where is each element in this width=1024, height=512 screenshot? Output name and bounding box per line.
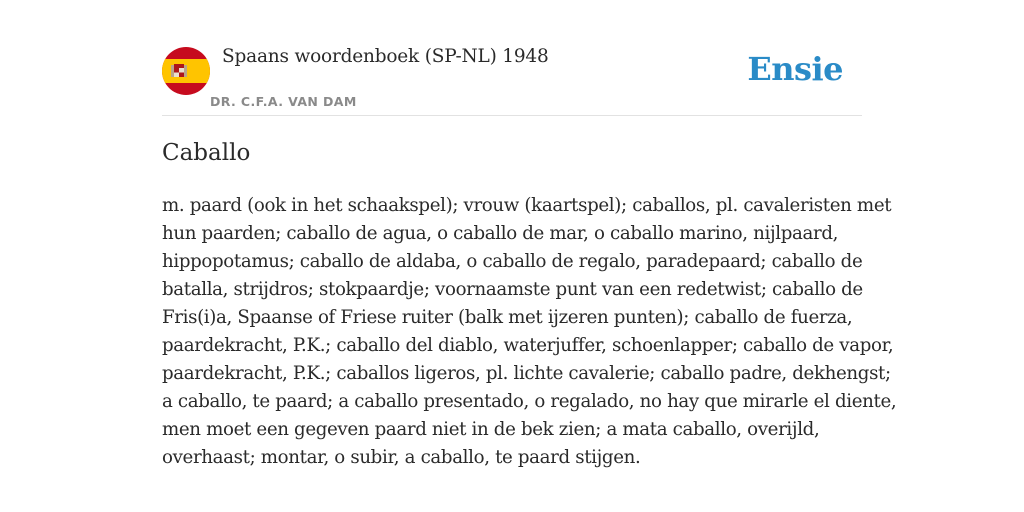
definition-line: batalla, strijdros; stokpaardje; voornaamste punt van een redetwist; caballo de [162, 279, 863, 300]
entry-headword: Caballo [162, 140, 251, 166]
definition-line: hun paarden; caballo de agua, o caballo de mar, o caballo marino, nijlpaard, [162, 223, 839, 244]
author-name: DR. C.F.A. VAN DAM [210, 94, 357, 109]
dictionary-title[interactable]: Spaans woordenboek (SP-NL) 1948 [222, 46, 549, 67]
entry-card [162, 0, 897, 512]
definition-line: paardekracht, P.K.; caballo del diablo, waterjuffer, schoenlapper; caballo de vapor, [162, 335, 894, 356]
definition-line: a caballo, te paard; a caballo presentado, o regalado, no hay que mirarle el diente, [162, 391, 897, 412]
definition-line: overhaast; montar, o subir, a caballo, te paard stijgen. [162, 447, 641, 468]
definition-line: m. paard (ook in het schaakspel); vrouw (kaartspel); caballos, pl. cavaleristen met [162, 195, 892, 216]
spain-flag-icon [162, 47, 210, 95]
definition-line: men moet een gegeven paard niet in de bek zien; a mata caballo, overijld, [162, 419, 820, 440]
definition-line: hippopotamus; caballo de aldaba, o caballo de regalo, paradepaard; caballo de [162, 251, 863, 272]
definition-line: Fris(i)a, Spaanse of Friese ruiter (balk met ijzeren punten); caballo de fuerza, [162, 307, 853, 328]
ensie-logo[interactable]: Ensie [747, 50, 843, 88]
definition-line: paardekracht, P.K.; caballos ligeros, pl. lichte cavalerie; caballo padre, dekhengst; [162, 363, 891, 384]
header-divider [162, 115, 862, 116]
entry-definition [162, 192, 897, 472]
